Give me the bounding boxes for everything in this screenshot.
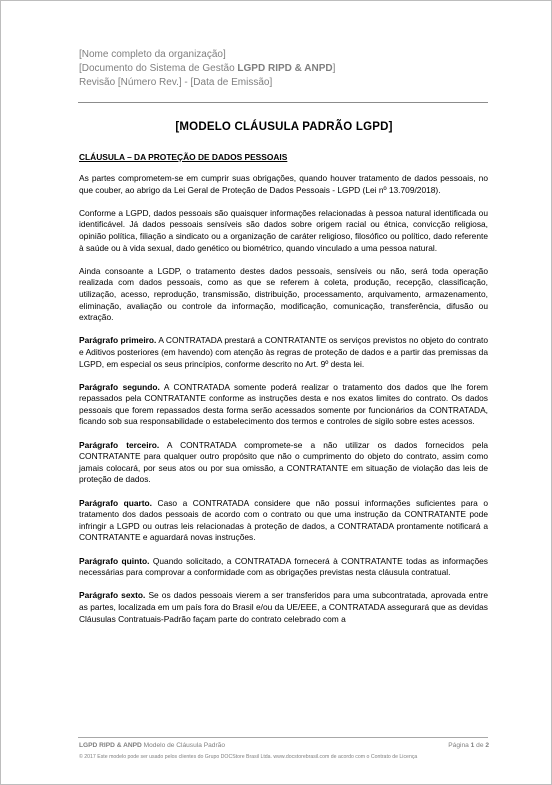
header-organization-name: [Nome completo da organização] xyxy=(79,49,226,60)
page-current: 1 xyxy=(470,742,475,749)
clause-paragraph xyxy=(79,382,488,428)
paragraph-lead: Parágrafo primeiro. xyxy=(79,335,157,346)
paragraph-text: A CONTRATADA somente poderá realizar o tratamento dos dados que lhe forem repassados pela CONTRATANTE conforme as instruções desta e nos exatos limites do contrato. Os dados pessoais que forem repassados desta forma serão acessados somente por funcionários da CONTRATADA, ficando sob sua responsabilidade o estabelecimento dos termos e controles de sigilo sobre estes acessos. xyxy=(79,381,488,427)
header-document-suffix: ] xyxy=(332,63,336,74)
page-label: Página xyxy=(448,742,471,749)
document-footer xyxy=(79,742,489,749)
paragraph-text: A CONTRATADA compromete-se a não utilizar os dados fornecidos pela CONTRATANTE para qualquer outro propósito que não o cumprimento do objeto do contrato, assim como jamais colocará, por seus atos ou por sua omissão, a CONTRATANTE em situação de violação das leis de proteção de dados. xyxy=(79,439,488,485)
clause-paragraph xyxy=(79,440,488,486)
page-separator: de xyxy=(474,742,486,749)
document-header xyxy=(79,48,335,90)
clause-paragraph xyxy=(79,173,488,196)
footer-title xyxy=(79,742,225,749)
paragraph-text: Ainda consoante a LGDP, o tratamento destes dados pessoais, sensíveis ou não, será toda operação realizada com dados pessoais, como as que se referem à coleta, produção, recepção, classificação, utilização, acesso, reprodução, transmissão, distribuição, processamento, arquivamento, armazenamento, eliminação, avaliação ou controle da informação, modificação, comunicação, transferência, difusão ou extração. xyxy=(79,265,488,323)
footer-title-bold: LGPD RIPD & ANPD xyxy=(79,742,142,749)
page-number xyxy=(448,742,489,749)
paragraph-lead: Parágrafo terceiro. xyxy=(79,439,160,450)
document-body xyxy=(79,173,488,637)
header-document-bold: LGPD RIPD & ANPD xyxy=(237,63,333,74)
header-document-prefix: [Documento do Sistema de Gestão xyxy=(79,63,238,74)
paragraph-lead: Parágrafo sexto. xyxy=(79,590,146,601)
paragraph-text: Quando solicitado, a CONTRATADA fornecerá à CONTRATANTE todas as informações necessárias para comprovar a conformidade com as obrigações previstas nesta cláusula contratual. xyxy=(79,555,488,578)
clause-paragraph xyxy=(79,498,488,544)
clause-paragraph xyxy=(79,590,488,625)
clause-paragraph xyxy=(79,335,488,370)
clause-paragraph xyxy=(79,266,488,324)
header-document-system xyxy=(79,62,335,76)
paragraph-lead: Parágrafo segundo. xyxy=(79,381,160,392)
paragraph-text: Conforme a LGPD, dados pessoais são quaisquer informações relacionadas à pessoa natural identificada ou identificável. Já dados pessoais sensíveis são dados sobre origem racial ou étnica, convicção religiosa, opinião política, filiação a sindicato ou a organização de caráter religioso, filosófico ou político, dado referente à saúde ou à vida sexual, dado genético ou biométrico, quando vinculado a uma pessoa natural. xyxy=(79,207,488,253)
page-total: 2 xyxy=(485,742,489,749)
paragraph-text: As partes comprometem-se em cumprir suas obrigações, quando houver tratamento de dados pessoais, no que couber, ao abrigo da Lei Geral de Proteção de Dados Pessoais - LGPD (Lei nº 13.709/2018). xyxy=(79,173,488,195)
clause-paragraph xyxy=(79,208,488,254)
paragraph-text: Se os dados pessoais vierem a ser transferidos para uma subcontratada, aprovada entre as partes, localizada em um país fora do Brasil e/ou da UE/EEE, a CONTRATADA assegurará que as devidas Cláusulas Contratuais-Padrão façam parte do contrato celebrado com a xyxy=(79,590,488,624)
footer-copyright: © 2017 Este modelo pode ser usado pelos clientes do Grupo DOCStore Brasil Ltda. www.docstorebrasil.com de acordo com o Contrato de Licença xyxy=(79,754,418,760)
paragraph-lead: Parágrafo quarto. xyxy=(79,497,152,508)
page-title: [MODELO CLÁUSULA PADRÃO LGPD] xyxy=(175,121,393,133)
clause-paragraph xyxy=(79,556,488,579)
paragraph-text: A CONTRATADA prestará a CONTRATANTE os serviços previstos no objeto do contrato e Aditivos posteriores (em havendo) com atenção às regras de proteção de dados e a partir das premissas da LGPD, em especial os seus princípios, conforme descrito no Art. 9º desta lei. xyxy=(79,335,488,369)
footer-divider xyxy=(78,737,488,738)
paragraph-text: Caso a CONTRATADA considere que não possui informações suficientes para o tratamento dos dados pessoais de acordo com o contrato ou que uma instrução da CONTRATANTE pode infringir a LGPD ou outras leis relacionadas à proteção de dados, a CONTRATADA prontamente notificará a CONTRATANTE e aguardará novas instruções. xyxy=(79,497,488,543)
section-title: CLÁUSULA – DA PROTEÇÃO DE DADOS PESSOAIS xyxy=(79,152,288,162)
header-revision: Revisão [Número Rev.] - [Data de Emissão] xyxy=(79,77,273,88)
footer-title-text: Modelo de Cláusula Padrão xyxy=(141,742,225,749)
header-divider xyxy=(78,102,488,103)
paragraph-lead: Parágrafo quinto. xyxy=(79,555,150,566)
